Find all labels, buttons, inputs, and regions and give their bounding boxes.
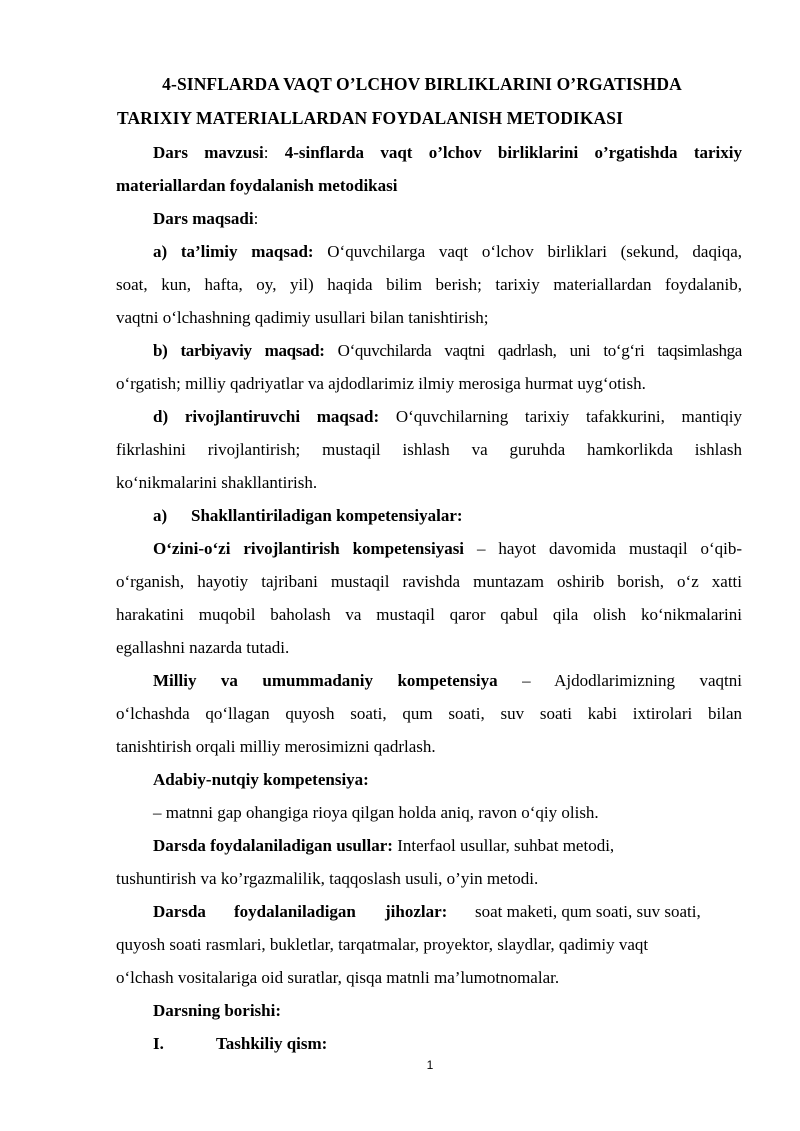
tarbiyaviy-line-1	[153, 341, 742, 363]
usullar-line-2: tushuntirish va ko’rgazmalilik, taqqoslash usuli, o’yin metodi.	[116, 869, 539, 888]
jihozlar-label-1: Darsda	[153, 902, 206, 921]
jihozlar-line-1	[153, 902, 742, 922]
page-number: 1	[426, 1058, 434, 1072]
ozini-line-2: o‘rganish, hayotiy tajribani mustaqil ravishda muntazam oshirib borish, o‘z xatti	[116, 572, 742, 591]
kompetensiyalar-heading	[153, 506, 742, 526]
mavzu-colon: :	[263, 143, 285, 162]
milliy-line-3: tanishtirish orqali milliy merosimizni qadrlash.	[116, 737, 436, 756]
kompetensiyalar-marker: a)	[153, 506, 168, 525]
adabiy-label: Adabiy-nutqiy kompetensiya:	[153, 770, 369, 789]
milliy-label: Milliy va umummadaniy kompetensiya	[153, 671, 498, 690]
mavzu-line-1	[153, 143, 742, 165]
adabiy-heading	[153, 770, 742, 790]
rivoj-line-2: fikrlashini rivojlantirish; mustaqil ishlash va guruhda hamkorlikda ishlash	[116, 440, 742, 459]
borishi-heading	[153, 1001, 742, 1021]
tashkiliy-marker: I.	[153, 1034, 164, 1053]
tarbiyaviy-text-1: O‘quvchilarda vaqtni qadrlash, uni to‘g‘ri taqsimlashga	[337, 341, 742, 360]
talimiy-label: a) ta’limiy maqsad:	[153, 242, 314, 261]
mavzu-label: Dars mavzusi	[153, 143, 264, 162]
rivoj-label: d) rivojlantiruvchi maqsad:	[153, 407, 380, 426]
talimiy-line-3: vaqtni o‘lchashning qadimiy usullari bilan tanishtirish;	[116, 308, 489, 327]
tarbiyaviy-label: b) tarbiyaviy maqsad:	[153, 341, 325, 360]
milliy-line-2: o‘lchashda qo‘llagan quyosh soati, qum soati, suv soati kabi ixtirolari bilan	[116, 704, 742, 723]
title-line-1: 4-SINFLARDA VAQT O’LCHOV BIRLIKLARINI O’RGATISHDA	[162, 74, 682, 94]
usullar-label: Darsda foydalaniladigan usullar:	[153, 836, 393, 855]
mavzu-text-1: 4-sinflarda vaqt o’lchov birliklarini o’rgatishda tarixiy	[284, 143, 742, 162]
rivoj-line-3: ko‘nikmalarini shakllantirish.	[116, 473, 318, 492]
usullar-text-1: Interfaol usullar, suhbat metodi,	[397, 836, 615, 855]
adabiy-item: – matnni gap ohangiga rioya qilgan holda aniq, ravon o‘qiy olish.	[153, 803, 599, 822]
tarbiyaviy-line-2: o‘rgatish; milliy qadriyatlar va ajdodlarimiz ilmiy merosiga hurmat uyg‘otish.	[116, 374, 646, 393]
ozini-text-1: – hayot davomida mustaqil o‘qib-	[476, 539, 742, 558]
mavzu-line-2	[116, 176, 742, 196]
ozini-label: O‘zini-o‘zi rivojlantirish kompetensiyasi	[153, 539, 465, 558]
jihozlar-label-2: foydalaniladigan	[234, 902, 356, 921]
talimiy-line-2: soat, kun, hafta, oy, yil) haqida bilim berish; tarixiy materiallardan foydalanib,	[116, 275, 742, 294]
rivoj-text-1: O‘quvchilarning tarixiy tafakkurini, mantiqiy	[395, 407, 742, 426]
ozini-line-1	[153, 539, 742, 561]
maqsad-colon: :	[253, 209, 259, 228]
maqsad-heading	[153, 209, 742, 229]
kompetensiyalar-text: Shakllantiriladigan kompetensiyalar:	[191, 506, 463, 525]
title-line-2: TARIXIY MATERIALLARDAN FOYDALANISH METODIKASI	[116, 108, 624, 128]
talimiy-text-1: O‘quvchilarga vaqt o‘lchov birliklari (sekund, daqiqa,	[327, 242, 742, 261]
milliy-text-1: – Ajdodlarimizning vaqtni	[522, 671, 742, 690]
jihozlar-text-1: soat maketi, qum soati, suv soati,	[475, 902, 701, 921]
jihozlar-line-2: quyosh soati rasmlari, bukletlar, tarqatmalar, proyektor, slaydlar, qadimiy vaqt	[116, 935, 649, 954]
milliy-line-1	[153, 671, 742, 693]
ozini-line-3: harakatini muqobil baholash va mustaqil qaror qabul qila olish ko‘nikmalarini	[116, 605, 742, 624]
tashkiliy-text: Tashkiliy qism:	[216, 1034, 328, 1053]
maqsad-label: Dars maqsadi	[153, 209, 254, 228]
mavzu-text-2: materiallardan foydalanish metodikasi	[116, 176, 398, 195]
jihozlar-label-3: jihozlar:	[385, 902, 448, 921]
tashkiliy-heading	[153, 1034, 742, 1054]
ozini-line-4: egallashni nazarda tutadi.	[116, 638, 290, 657]
usullar-line-1	[153, 836, 742, 856]
jihozlar-line-3: o‘lchash vositalariga oid suratlar, qisqa matnli ma’lumotnomalar.	[116, 968, 560, 987]
talimiy-line-1	[153, 242, 742, 264]
rivoj-line-1	[153, 407, 742, 429]
borishi-label: Darsning borishi:	[153, 1001, 281, 1020]
